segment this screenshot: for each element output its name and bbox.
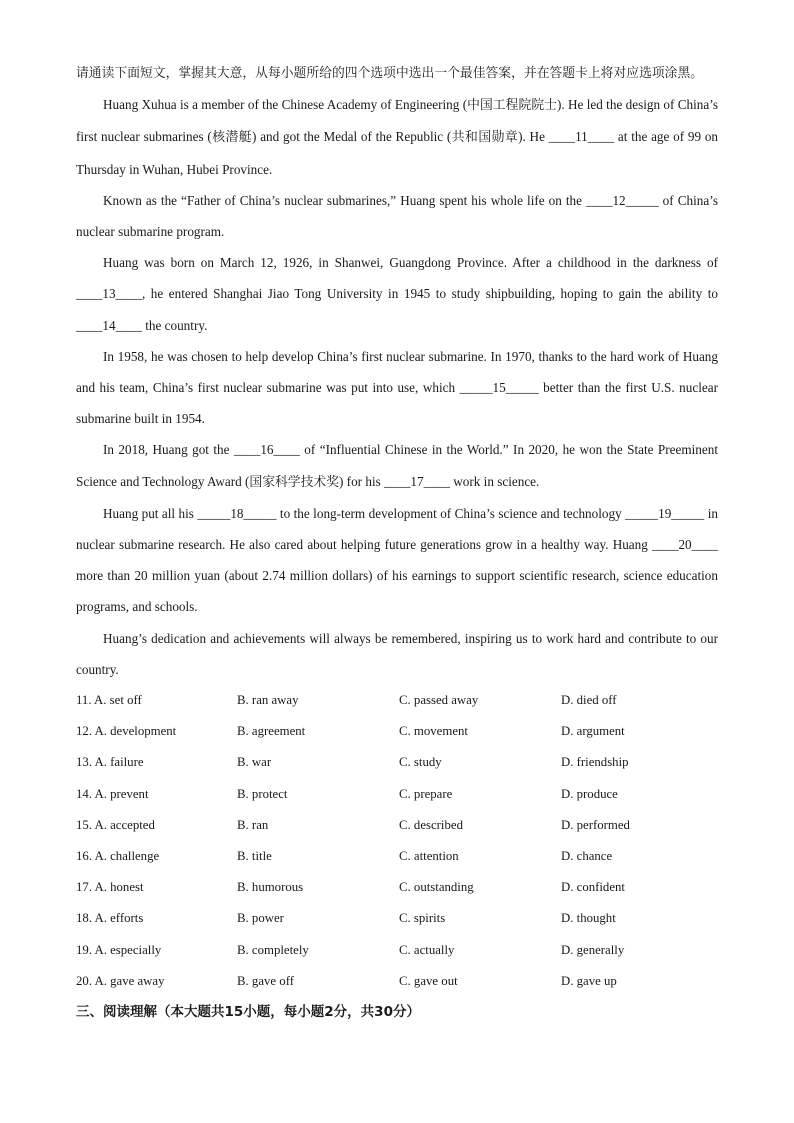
option-a: 11. A. set off: [76, 693, 142, 708]
text-run: ) for his: [338, 473, 385, 489]
paragraph-2: [76, 185, 718, 247]
paragraph-4: [76, 341, 718, 435]
option-c: C. prepare: [399, 786, 453, 801]
blank-20: ____20____: [652, 537, 718, 553]
question-19-options: [76, 935, 718, 966]
question-12-options: [76, 716, 718, 747]
text-run: at the age of 99 on Thursday in Wuhan, Hubei Province.: [76, 129, 719, 177]
question-20-options: [76, 966, 718, 997]
option-a: 20. A. gave away: [76, 973, 165, 988]
option-a: 13. A. failure: [76, 755, 144, 770]
option-c: C. study: [399, 755, 442, 770]
option-a: 17. A. honest: [76, 880, 144, 895]
text-run: of China’s nuclear submarine program.: [76, 192, 718, 240]
option-d: D. died off: [561, 693, 617, 708]
text-run: ). He led the design of China’s first nuclear submarines (: [76, 97, 719, 145]
chinese-gloss: 共和国勋章: [451, 130, 519, 146]
option-d: D. thought: [561, 911, 616, 926]
text-run: work in science.: [449, 473, 540, 489]
question-16-options: [76, 841, 718, 872]
question-14-options: [76, 779, 718, 810]
exam-page: [76, 58, 718, 1028]
text-run: the country.: [141, 317, 208, 333]
option-d: D. argument: [561, 724, 625, 739]
option-b: B. humorous: [237, 880, 304, 895]
option-a: 14. A. prevent: [76, 786, 149, 801]
cloze-passage: [76, 58, 718, 685]
option-c: C. passed away: [399, 693, 479, 708]
question-18-options: [76, 903, 718, 934]
question-11-options: [76, 685, 718, 716]
text-run: , he entered Shanghai Jiao Tong University in 1945 to study shipbuilding, hoping to gain the ability to: [141, 286, 718, 302]
text-run: Huang was born on March 12, 1926, in Shanwei, Guangdong Province. After a childhood in the darkness of: [103, 255, 718, 271]
option-a: 19. A. especially: [76, 942, 162, 957]
instruction-text: 请通读下面短文，掌握其大意，从每小题所给的四个选项中选出一个最佳答案，并在答题卡上将对应选项涂黑。: [76, 66, 704, 81]
text-run: Known as the “Father of China’s nuclear submarines,” Huang spent his whole life on the: [103, 192, 587, 208]
chinese-gloss: 核潜艇: [211, 130, 253, 146]
text-run: in nuclear submarine research. He also cared about helping future generations grow in a healthy way. Huang: [76, 505, 718, 553]
text-run: better than the first U.S. nuclear submarine built in 1954.: [76, 380, 718, 427]
option-a: 18. A. efforts: [76, 911, 144, 926]
text-run: Huang Xuhua is a member of the Chinese Academy of Engineering (: [103, 97, 468, 113]
text-run: In 1958, he was chosen to help develop China’s first nuclear submarine. In 1970, thanks to the hard work of Huang and his team, China’s first nuclear submarine was put into use, which: [76, 348, 718, 396]
option-a: 16. A. challenge: [76, 849, 160, 863]
question-15-options: [76, 810, 718, 841]
option-b: B. ran: [237, 817, 269, 832]
blank-16: ____16____: [233, 442, 300, 458]
option-d: D. performed: [561, 817, 630, 832]
option-c: C. outstanding: [399, 880, 474, 895]
paragraph-7: [76, 623, 718, 685]
option-c: C. spirits: [399, 911, 446, 926]
paragraph-5: [76, 434, 718, 497]
option-d: D. produce: [561, 786, 618, 801]
option-c: C. movement: [399, 724, 468, 739]
question-13-options: [76, 747, 718, 778]
blank-14: ____14____: [76, 317, 142, 333]
text-run: In 2018, Huang got the: [103, 442, 234, 458]
blank-15: _____15_____: [459, 380, 539, 396]
text-run: more than 20 million yuan (about 2.74 million dollars) of his earnings to support scientific research, science education programs, and schools.: [76, 568, 718, 615]
option-b: B. ran away: [237, 693, 299, 708]
option-b: B. gave off: [237, 973, 294, 988]
option-d: D. confident: [561, 880, 625, 895]
option-d: D. generally: [561, 942, 625, 957]
option-a: 15. A. accepted: [76, 817, 155, 832]
option-b: B. protect: [237, 786, 288, 801]
blank-12: ____12_____: [586, 192, 659, 208]
option-d: D. friendship: [561, 755, 629, 770]
text-run: to the long-term development of China’s science and technology: [276, 505, 626, 521]
option-b: B. power: [237, 911, 284, 926]
option-d: D. chance: [561, 849, 613, 863]
option-c: C. described: [399, 817, 463, 832]
blank-13: ____13____: [76, 286, 142, 302]
blank-11: ____11____: [548, 129, 615, 145]
answer-options: [76, 685, 718, 997]
text-run: Huang’s dedication and achievements will always be remembered, inspiring us to work hard and contribute to our country.: [76, 630, 718, 677]
option-b: B. completely: [237, 942, 309, 957]
option-b: B. war: [237, 755, 272, 770]
blank-18: _____18_____: [197, 505, 277, 521]
option-b: B. title: [237, 849, 272, 863]
text-run: of “Influential Chinese in the World.” In 2020, he won the State Preeminent Science and Technology Award (: [76, 442, 718, 489]
option-d: D. gave up: [561, 973, 617, 988]
option-b: B. agreement: [237, 724, 306, 739]
blank-19: _____19_____: [625, 505, 705, 521]
option-c: C. gave out: [399, 973, 458, 988]
paragraph-1: [76, 89, 718, 185]
chinese-gloss: 中国工程院院士: [467, 98, 557, 114]
paragraph-6: [76, 498, 718, 623]
option-c: C. attention: [399, 849, 459, 863]
paragraph-3: [76, 247, 718, 341]
option-a: 12. A. development: [76, 724, 177, 739]
text-run: ). He: [518, 129, 549, 145]
section-heading: 三、阅读理解（本大题共15小题，每小题2分，共30分）: [76, 1003, 420, 1020]
option-c: C. actually: [399, 942, 455, 957]
text-run: Huang put all his: [103, 505, 198, 521]
question-17-options: [76, 872, 718, 903]
chinese-gloss: 国家科学技术奖: [249, 474, 339, 490]
blank-17: ____17____: [384, 473, 450, 489]
text-run: ) and got the Medal of the Republic (: [252, 129, 452, 145]
